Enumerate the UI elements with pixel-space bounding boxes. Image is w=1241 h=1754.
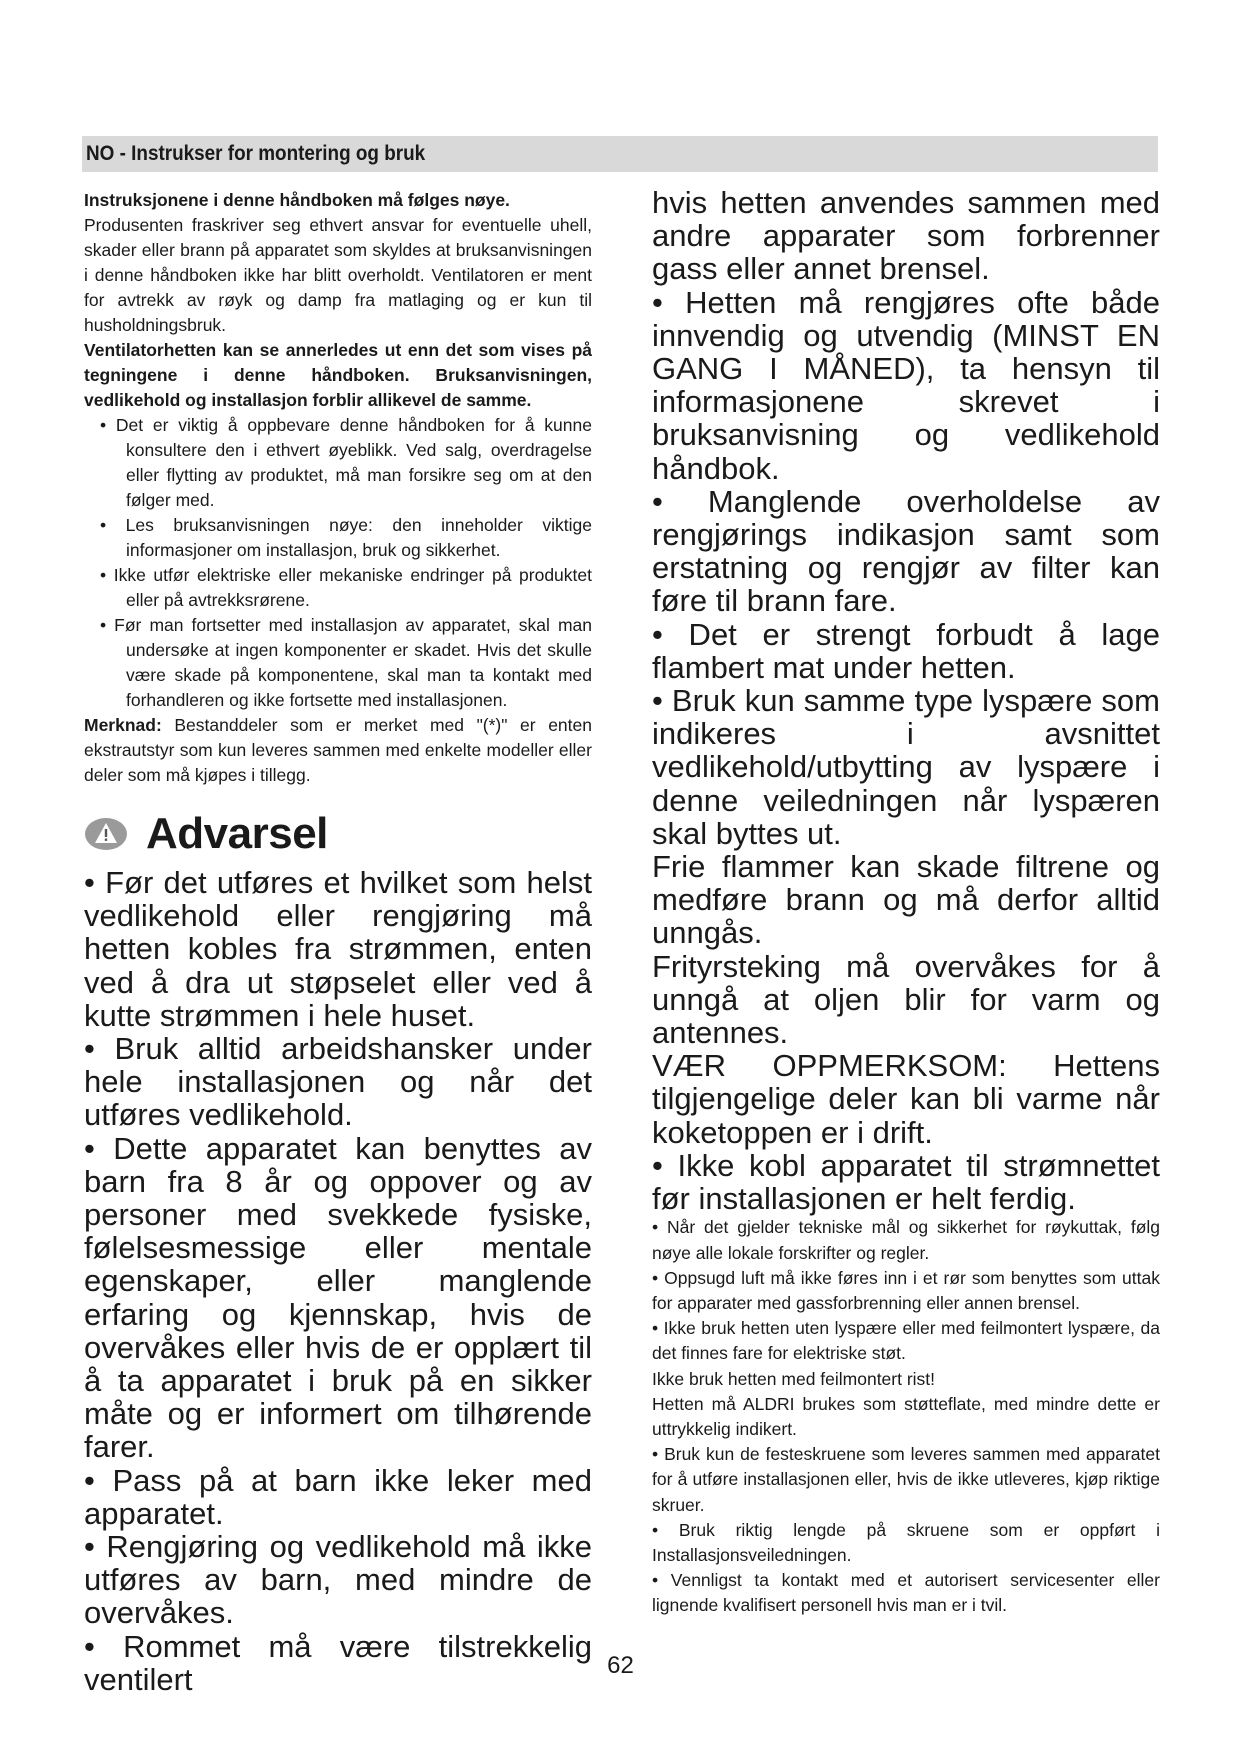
left-column	[84, 188, 592, 1696]
warning-item: • Bruk kun samme type lyspære som indikeres i avsnittet vedlikehold/utbytting av lyspære i denne veiledningen når lyspæren skal byttes ut.	[652, 683, 1160, 851]
safety-note: • Bruk riktig lengde på skruene som er oppført i Installasjonsveiledningen.	[652, 1519, 1160, 1565]
note-text: Bestanddeler som er merket med "(*)" er enten ekstrautstyr som kun leveres sammen med enkelte modeller eller deler som må kjøpes i tillegg.	[84, 715, 592, 785]
safety-note: • Vennligst ta kontakt med et autorisert servicesenter eller lignende kvalifisert personell hvis man er i tvil.	[652, 1570, 1160, 1616]
section-title: NO - Instrukser for montering og bruk	[86, 142, 426, 165]
safety-note: • Ikke bruk hetten uten lyspære eller med feilmontert lyspære, da det finnes fare for elektriske støt.	[652, 1318, 1160, 1364]
warning-item: • Dette apparatet kan benyttes av barn fra 8 år og oppover og av personer med svekkede fysiske, følelsesmessige eller mentale egenskaper, eller manglende erfaring og kjennskap, hvis de overvåkes eller hvis de er opplært til å ta apparatet i bruk på en sikker måte og er informert om tilhørende farer.	[84, 1130, 592, 1465]
warning-item: Frityrsteking må overvåkes for å unngå at oljen blir for varm og antennes.	[652, 948, 1160, 1051]
intro-text: Produsenten fraskriver seg ethvert ansvar for eventuelle uhell, skader eller brann på apparatet som skyldes at bruksanvisningen i denne håndboken ikke har blitt overholdt. Ventilatoren er ment for avtrekk av røyk og damp fra matlaging og er kun til husholdningsbruk.	[84, 215, 592, 335]
page-number: 62	[607, 1652, 634, 1679]
warning-icon	[84, 817, 128, 851]
warning-item: • Manglende overholdelse av rengjørings indikasjon samt som erstatning og rengjør av filter kan føre til brann fare.	[652, 483, 1160, 619]
intro-bullet: • Det er viktig å oppbevare denne håndboken for å kunne konsultere den i ethvert øyeblikk. Ved salg, overdragelse eller flytting av produktet, må man forsikre seg om at den følger med.	[100, 415, 592, 510]
safety-note: Hetten må ALDRI brukes som støtteflate, med mindre dette er uttrykkelig indikert.	[652, 1393, 1160, 1439]
intro-bold: Instruksjonene i denne håndboken må følges nøye.	[84, 190, 510, 210]
warning-heading	[84, 808, 592, 860]
note-paragraph	[84, 713, 592, 788]
warning-title: Advarsel	[146, 809, 328, 858]
safety-note: • Bruk kun de festeskruene som leveres sammen med apparatet for å utføre installasjonen eller, hvis de ikke utleveres, kjøp riktige skruer.	[652, 1444, 1160, 1515]
section-header	[82, 136, 1158, 172]
drawing-note: Ventilatorhetten kan se annerledes ut enn det som vises på tegningene i denne håndboken. Bruksanvisningen, vedlikehold og installasjon forblir allikevel de samme.	[84, 340, 592, 410]
note-label: Merknad:	[84, 715, 162, 735]
warning-item: hvis hetten anvendes sammen med andre apparater som forbrenner gass eller annet brensel.	[652, 185, 1160, 287]
warning-item: • Bruk alltid arbeidshansker under hele installasjonen og når det utføres vedlikehold.	[84, 1031, 592, 1133]
safety-note: • Når det gjelder tekniske mål og sikkerhet for røykuttak, følg nøye alle lokale forskrifter og regler.	[652, 1217, 1160, 1263]
safety-note: • Oppsugd luft må ikke føres inn i et rør som benyttes som uttak for apparater med gassforbrenning eller annen brensel.	[652, 1267, 1160, 1313]
safety-note: Ikke bruk hetten med feilmontert rist!	[652, 1368, 936, 1389]
intro-bullet: • Ikke utfør elektriske eller mekaniske endringer på produktet eller på avtrekksrørene.	[100, 565, 592, 610]
warning-item: • Ikke kobl apparatet til strømnettet før installasjonen er helt ferdig.	[652, 1147, 1160, 1217]
warning-item: • Det er strengt forbudt å lage flambert mat under hetten.	[652, 616, 1160, 685]
intro-bullet: • Før man fortsetter med installasjon av apparatet, skal man undersøke at ingen komponenter er skadet. Hvis det skulle være skade på komponentene, skal man ta kontakt med forhandleren og ikke fortsette med installasjonen.	[100, 615, 592, 710]
right-column	[652, 186, 1160, 1619]
warning-item: Frie flammer kan skade filtrene og medføre brann og må derfor alltid unngås.	[652, 849, 1160, 951]
warning-item: VÆR OPPMERKSOM: Hettens tilgjengelige deler kan bli varme når koketoppen er i drift.	[652, 1048, 1160, 1150]
warning-item: • Før det utføres et hvilket som helst vedlikehold eller rengjøring må hetten kobles fra strømmen, enten ved å dra ut støpselet eller ved å kutte strømmen i hele huset.	[84, 865, 592, 1033]
warning-item: • Pass på at barn ikke leker med apparatet.	[84, 1462, 592, 1531]
warning-item: • Rommet må være tilstrekkelig ventilert	[84, 1628, 592, 1697]
intro-bullet: • Les bruksanvisningen nøye: den inneholder viktige informasjoner om installasjon, bruk og sikkerhet.	[100, 515, 592, 560]
warning-item: • Hetten må rengjøres ofte både innvendig og utvendig (MINST EN GANG I MÅNED), ta hensyn til informasjonene skrevet i bruksanvisning og vedlikehold håndbok.	[652, 284, 1160, 486]
warning-item: • Rengjøring og vedlikehold må ikke utføres av barn, med mindre de overvåkes.	[84, 1529, 592, 1631]
